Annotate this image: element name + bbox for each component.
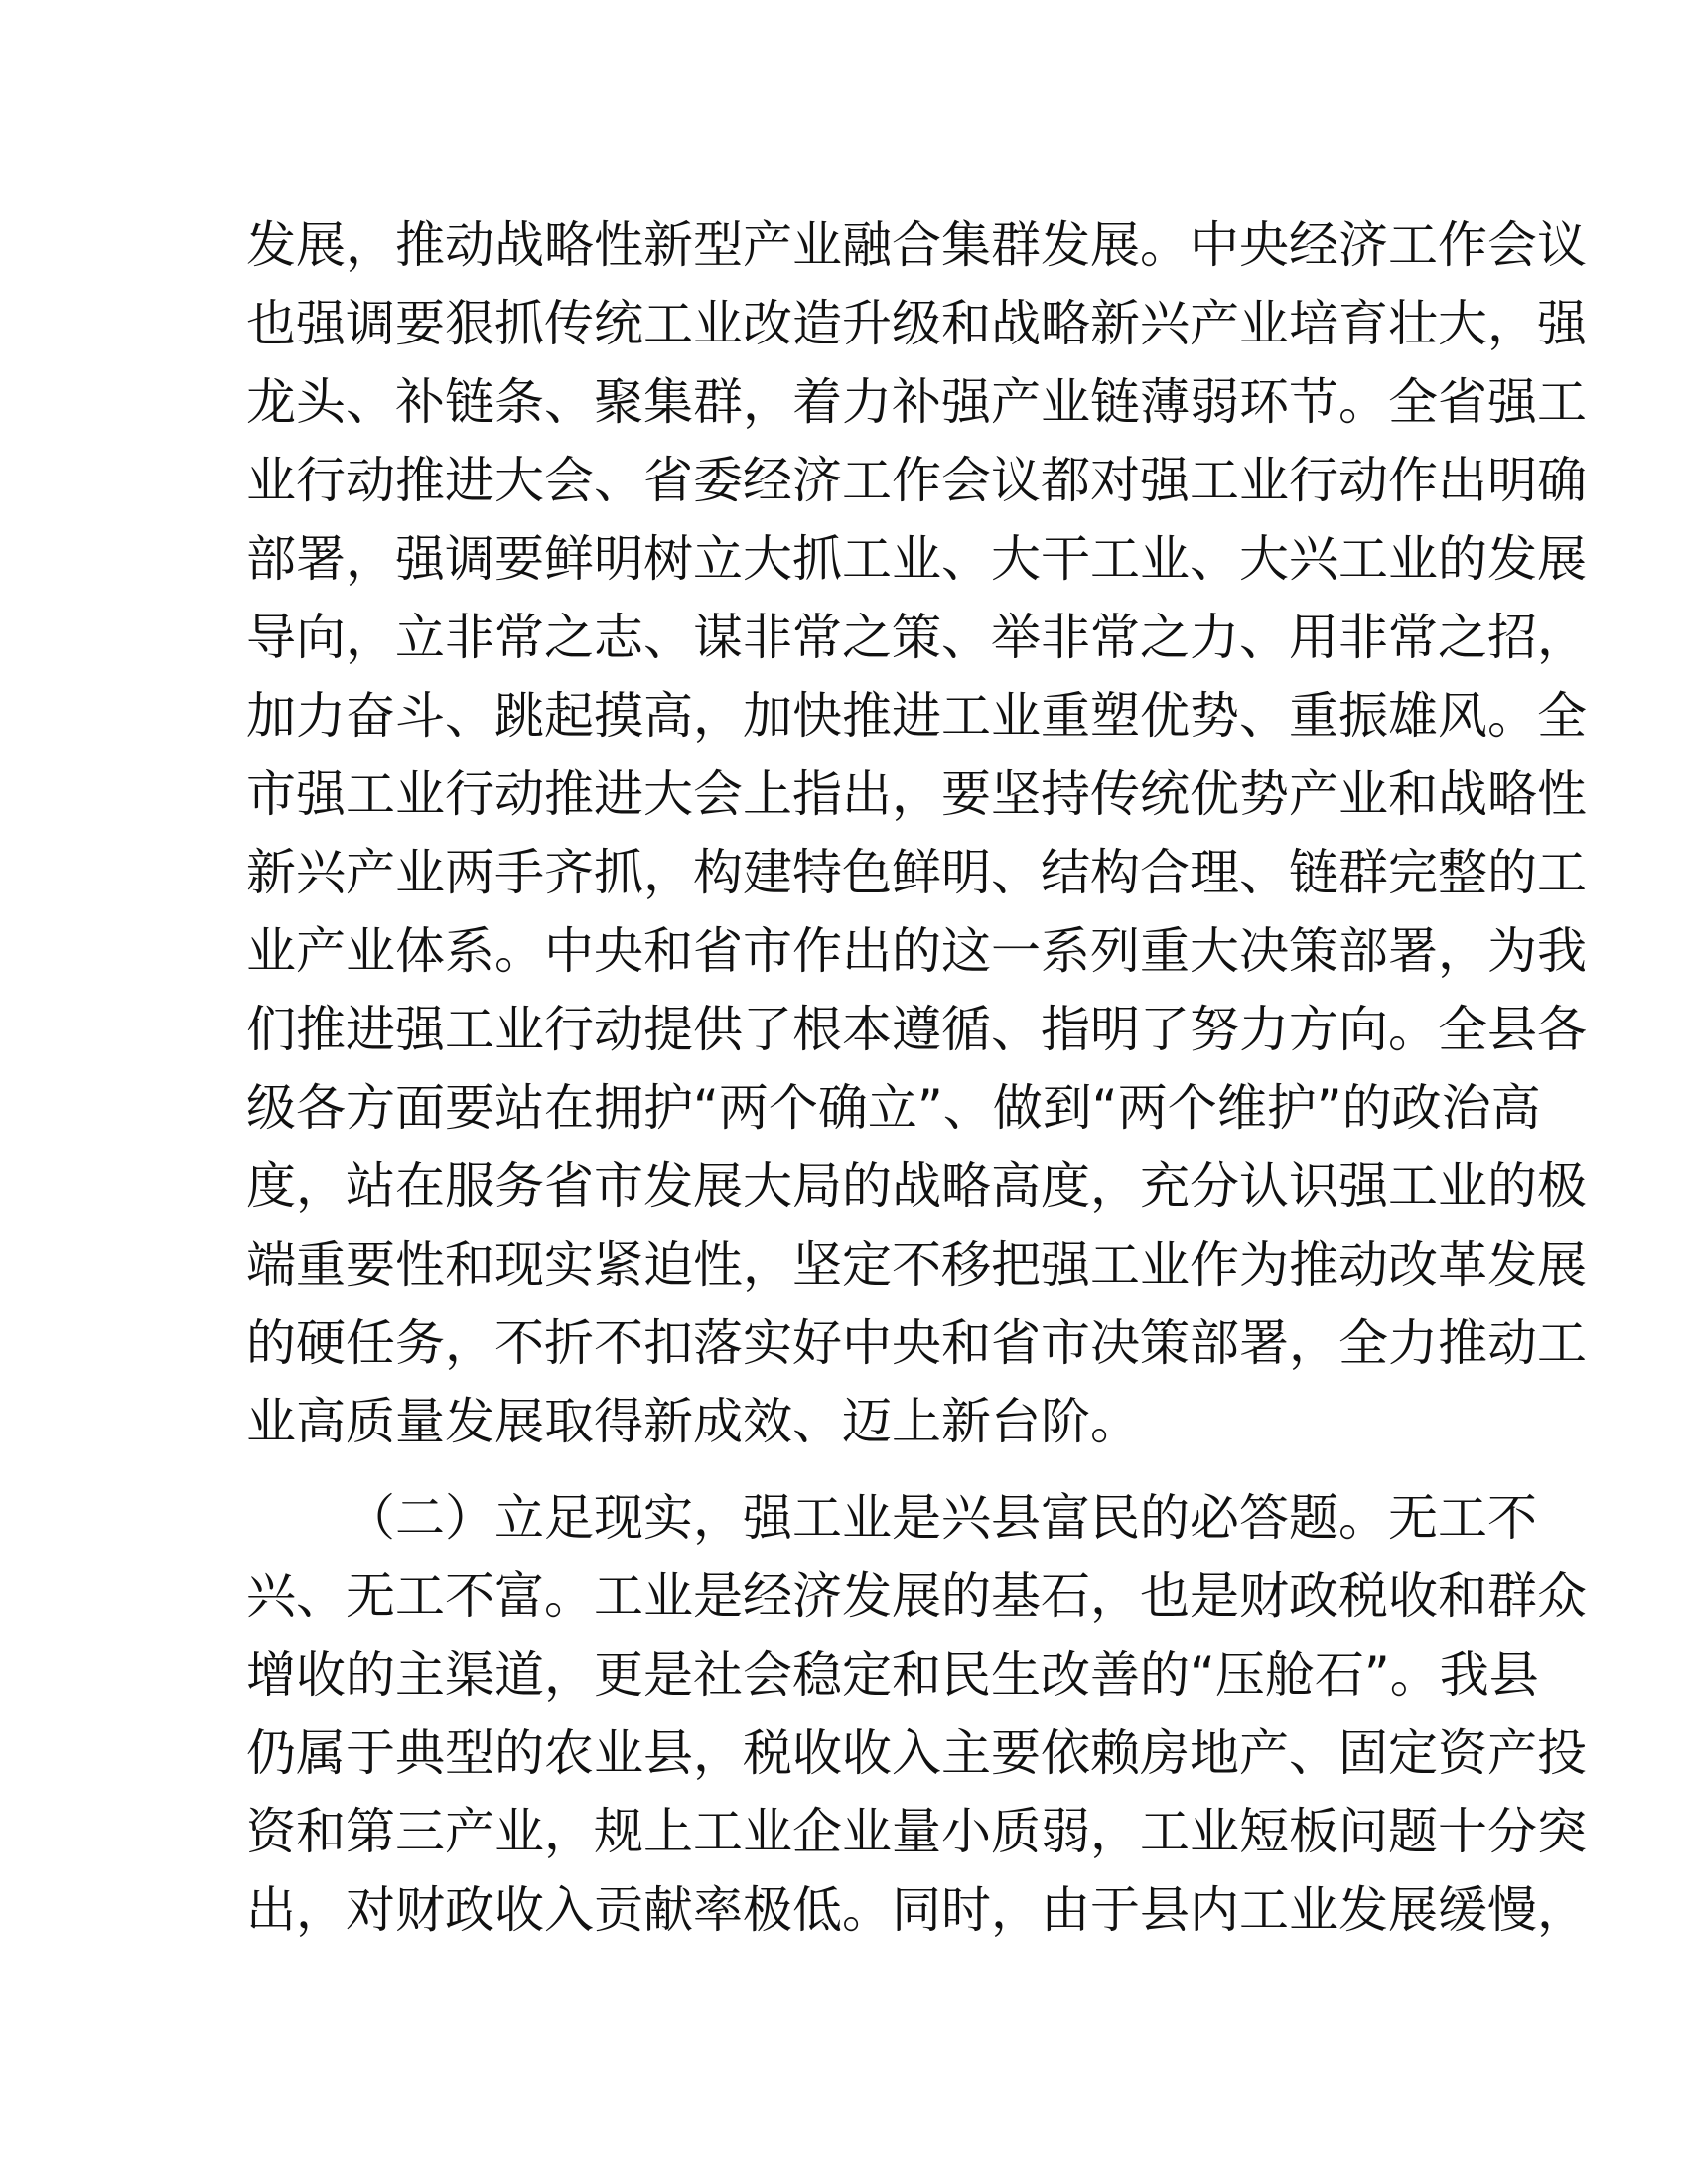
text-line: 兴、无工不富。工业是经济发展的基石，也是财政税收和群众	[246, 1568, 1587, 1625]
text-line: 业产业体系。中央和省市作出的这一系列重大决策部署，为我	[246, 922, 1587, 980]
paragraph-gap	[246, 1461, 1438, 1479]
text-line: 端重要性和现实紧迫性，坚定不移把强工业作为推动改革发展	[246, 1236, 1587, 1294]
text-line: 们推进强工业行动提供了根本遵循、指明了努力方向。全县各	[246, 1001, 1587, 1058]
text-line: 业高质量发展取得新成效、迈上新台阶。	[246, 1393, 1140, 1450]
document-body	[246, 206, 1587, 1950]
text-line: 加力奋斗、跳起摸高，加快推进工业重塑优势、重振雄风。全	[246, 687, 1587, 745]
text-line: 资和第三产业，规上工业企业量小质弱，工业短板问题十分突	[246, 1803, 1587, 1860]
text-line: 出，对财政收入贡献率极低。同时，由于县内工业发展缓慢，	[246, 1881, 1587, 1939]
text-line: 龙头、补链条、聚集群，着力补强产业链薄弱环节。全省强工	[246, 373, 1587, 431]
paragraph-2	[246, 1479, 1587, 1950]
text-line: 发展，推动战略性新型产业融合集群发展。中央经济工作会议	[246, 216, 1587, 274]
text-line: 导向，立非常之志、谋非常之策、举非常之力、用非常之招，	[246, 609, 1587, 666]
text-line: 仍属于典型的农业县，税收收入主要依赖房地产、固定资产投	[246, 1724, 1587, 1782]
paragraph-1	[246, 206, 1587, 1461]
text-line-indented: （二）立足现实，强工业是兴县富民的必答题。无工不	[346, 1489, 1537, 1547]
text-line: 的硬任务，不折不扣落实好中央和省市决策部署，全力推动工	[246, 1314, 1587, 1372]
text-line: 也强调要狠抓传统工业改造升级和战略新兴产业培育壮大，强	[246, 295, 1587, 352]
text-line: 业行动推进大会、省委经济工作会议都对强工业行动作出明确	[246, 452, 1587, 509]
text-line: 级各方面要站在拥护“两个确立”、做到“两个维护”的政治高	[246, 1079, 1541, 1137]
text-line: 增收的主渠道，更是社会稳定和民生改善的“压舱石”。我县	[246, 1646, 1539, 1704]
text-line: 部署，强调要鲜明树立大抓工业、大干工业、大兴工业的发展	[246, 530, 1587, 588]
text-line: 新兴产业两手齐抓，构建特色鲜明、结构合理、链群完整的工	[246, 844, 1587, 901]
text-line: 市强工业行动推进大会上指出，要坚持传统优势产业和战略性	[246, 765, 1587, 823]
text-line: 度，站在服务省市发展大局的战略高度，充分认识强工业的极	[246, 1158, 1587, 1215]
